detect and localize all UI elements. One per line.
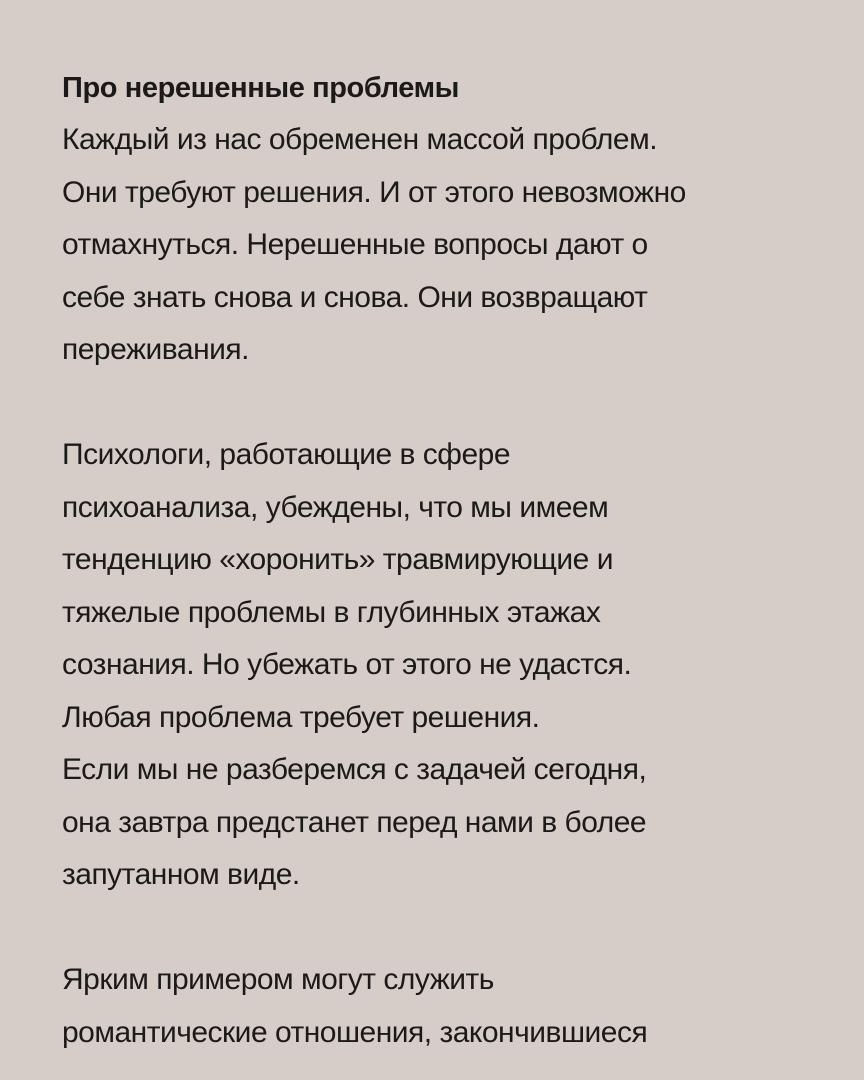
text-line: психоанализа, убеждены, что мы имеем bbox=[62, 490, 609, 524]
paragraph-spacer bbox=[62, 902, 864, 955]
text-line: она завтра предстанет перед нами в более bbox=[62, 805, 647, 839]
text-line: Ярким примером могут служить bbox=[62, 963, 494, 996]
paragraph-1 bbox=[62, 114, 864, 377]
text-line: переживания. bbox=[62, 333, 249, 366]
text-line: Психологи, работающие в сфере bbox=[62, 438, 511, 471]
text-line: Они требуют решения. И от этого невозможно bbox=[62, 175, 686, 209]
text-line: Любая проблема требует решения. bbox=[62, 700, 540, 734]
text-line: тяжелые проблемы в глубинных этажах bbox=[62, 595, 601, 629]
text-line: Если мы не разберемся с задачей сегодня, bbox=[62, 753, 647, 786]
paragraph-spacer bbox=[62, 377, 864, 430]
paragraph-2 bbox=[62, 429, 864, 902]
text-line: Каждый из нас обременен массой проблем. bbox=[62, 123, 658, 156]
text-line: отмахнуться. Нерешенные вопросы дают о bbox=[62, 228, 648, 261]
text-line: сознания. Но убежать от этого не удастся. bbox=[62, 648, 632, 681]
text-line: тенденцию «хоронить» травмирующие и bbox=[62, 543, 613, 576]
text-line: себе знать снова и снова. Они возвращают bbox=[62, 280, 648, 314]
text-line: запутанном виде. bbox=[62, 858, 300, 891]
text-line: романтические отношения, закончившиеся bbox=[62, 1015, 648, 1049]
article-title: Про нерешенные проблемы bbox=[62, 72, 460, 104]
paragraph-3 bbox=[62, 954, 864, 1059]
